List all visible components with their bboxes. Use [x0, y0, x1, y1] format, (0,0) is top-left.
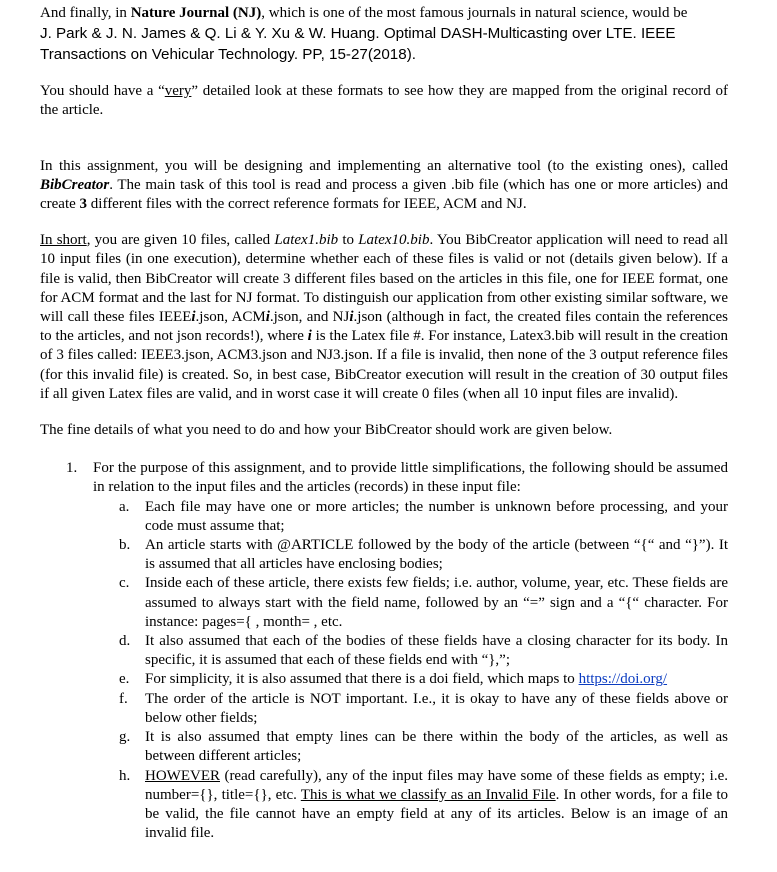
sub-item-d: d. It also assumed that each of the bodies of these fields have a closing character for its body. In specific, it is assumed that each of these fields end with “},”; [119, 633, 728, 669]
assignment-paragraph: In this assignment, you will be designing and implementing an alternative tool (to the existing ones), called BibCreator. The main task of this tool is read and process a given .bib file (which has one or more articles) and create 3 different files with the correct reference formats for IEEE, ACM and NJ. [40, 157, 728, 213]
doi-link[interactable]: https://doi.org/ [578, 671, 668, 688]
list-item [40, 459, 728, 843]
document-page [40, 4, 728, 843]
sub-item-h: h. HOWEVER (read carefully), any of the input files may have some of these fields as empty; i.e. number={}, title={}, etc. This is what we classify as an Invalid File. In other words, for a file to be valid, the file cannot have an empty field at any of its articles. Below is an image of an invalid file. [119, 767, 728, 842]
summary-paragraph: In short, you are given 10 files, called Latex1.bib to Latex10.bib. You BibCreator application will need to read all 10 input files (in one execution), determine whether each of these files is valid or not (details given below). If a file is valid, then BibCreator will create 3 different files based on the articles in this file, one for IEEE format, one for ACM format and the last for NJ format. To distinguish our application from other existing similar software, we will call these files IEEEi.json, ACMi.json, and NJi.json (although in fact, the created files contain the references to the articles, and not json records!), where i is the Latex file #. For instance, Latex3.bib will result in the creation of 3 files called: IEEE3.json, ACM3.json and NJ3.json. If a file is invalid, then none of the 3 output reference files (for this invalid file) is created. So, in best case, BibCreator execution will result in the creation of 30 output files if all given Latex files are valid, and in worst case it will create 0 files (when all 10 input files are invalid). [40, 232, 729, 402]
very-emphasis: very [164, 83, 192, 100]
list-intro: For the purpose of this assignment, and to provide little simplifications, the following should be assumed in relation to the input files and the articles (records) in these input file: [93, 460, 728, 496]
list-number: 1. [66, 460, 78, 477]
formats-paragraph: You should have a “very” detailed look at these formats to see how they are mapped from the original record of the article. [40, 83, 728, 119]
sub-item-b: b. An article starts with @ARTICLE followed by the body of the article (between “{“ and “}”). It is assumed that all articles have enclosing bodies; [119, 537, 728, 573]
requirements-list [40, 459, 728, 843]
details-paragraph: The fine details of what you need to do and how your BibCreator should work are given below. [40, 422, 613, 439]
sub-item-g: g. It is also assumed that empty lines can be there within the body of the articles, as well as between different articles; [119, 729, 728, 765]
sub-item-a: a. Each file may have one or more articles; the number is unknown before processing, and your code must assume that; [119, 498, 728, 534]
intro-paragraph: And finally, in Nature Journal (NJ), which is one of the most famous journals in natural science, would be [40, 5, 688, 21]
sub-item-e: e. For simplicity, it is also assumed that there is a doi field, which maps to https://doi.org/ [119, 671, 668, 688]
citation-example: J. Park & J. N. James & Q. Li & Y. Xu & W. Huang. Optimal DASH-Multicasting over LTE. IEEE Transactions on Vehicular Technology. PP, 15-27(2018). [40, 25, 676, 64]
sub-item-f: f. The order of the article is NOT important. I.e., it is okay to have any of these fields above or below other fields; [119, 690, 728, 726]
tool-name: BibCreator [40, 176, 110, 193]
invalid-file-definition: This is what we classify as an Invalid File [300, 786, 556, 803]
however-emphasis: HOWEVER [145, 767, 220, 784]
sub-item-c: c. Inside each of these article, there exists few fields; i.e. author, volume, year, etc. These fields are assumed to always start with the field name, followed by an “=” sign and a “{“ character. For instance: pages={ , month= , etc. [119, 575, 728, 630]
journal-name: Nature Journal (NJ) [130, 5, 262, 21]
